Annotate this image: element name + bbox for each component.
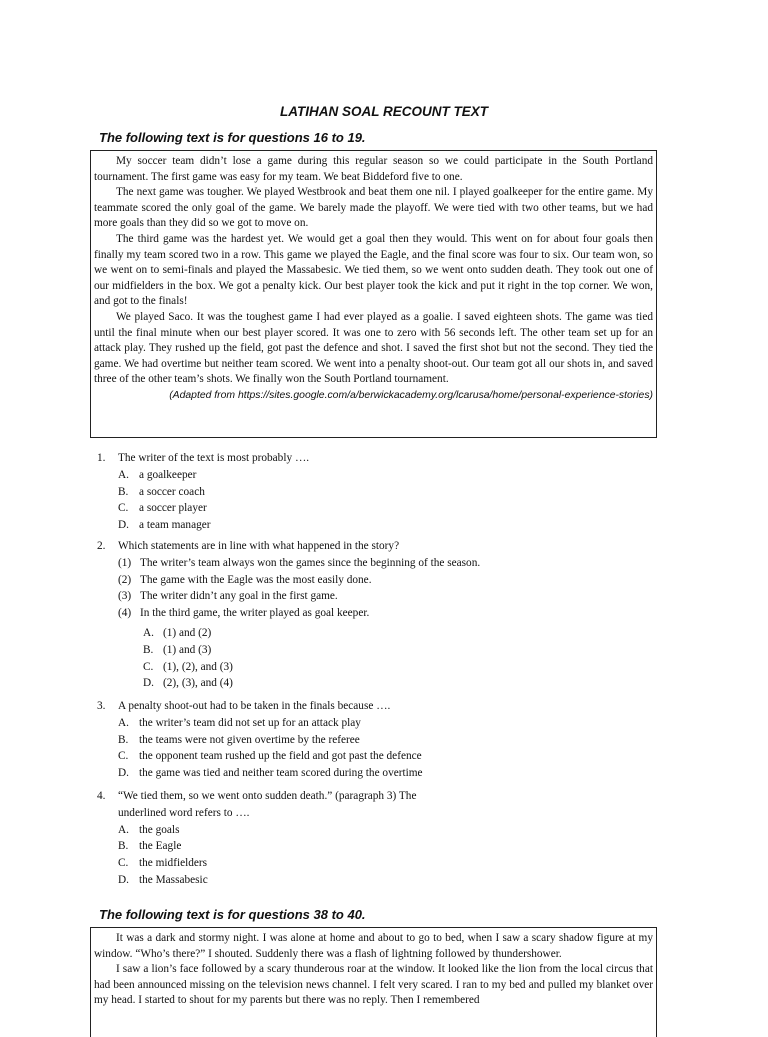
reading-passage-box (90, 150, 657, 438)
answer-option[interactable] (97, 822, 567, 839)
option-text: the writer’s team did not set up for an attack play (139, 716, 361, 729)
option-letter: D. (118, 873, 129, 886)
answer-option[interactable] (97, 642, 567, 659)
statement (97, 588, 567, 605)
answer-option[interactable] (97, 625, 567, 642)
answer-option[interactable] (97, 872, 567, 889)
question-text: Which statements are in line with what happened in the story? (118, 540, 400, 552)
statement-text: The game with the Eagle was the most easily done. (140, 573, 372, 586)
answer-option[interactable] (97, 765, 567, 782)
option-text: the midfielders (139, 857, 208, 870)
passage-paragraph: It was a dark and stormy night. I was alone at home and about to go to bed, when I saw a scary shadow figure at my window. “Who’s there?” I shouted. Suddenly there was a flash of lightning followed by thundershower. (94, 932, 653, 960)
option-letter: D. (118, 519, 129, 532)
answer-option[interactable] (97, 517, 567, 534)
option-letter: D. (118, 767, 129, 780)
answer-option[interactable] (97, 732, 567, 749)
option-text: a goalkeeper (139, 468, 197, 481)
option-text: the Eagle (139, 840, 182, 853)
question-1 (97, 450, 567, 534)
question-4 (97, 788, 567, 889)
statement (97, 605, 567, 622)
option-letter: C. (118, 750, 129, 763)
question-text: A penalty shoot-out had to be taken in the finals because …. (118, 700, 391, 712)
question-text-continuation: underlined word refers to …. (118, 806, 250, 819)
page-title: LATIHAN SOAL RECOUNT TEXT (280, 104, 488, 119)
option-text: the game was tied and neither team scored during the overtime (139, 767, 423, 780)
question-2 (97, 538, 567, 692)
option-letter: B. (143, 643, 154, 656)
question-number: 1. (97, 452, 106, 464)
passage-source: (Adapted from https://sites.google.com/a/berwickacademy.org/lcarusa/home/personal-experience-stories) (169, 389, 653, 401)
option-letter: A. (143, 626, 154, 639)
option-letter: D. (143, 677, 154, 690)
option-text: the teams were not given overtime by the referee (139, 733, 360, 746)
option-letter: C. (118, 502, 129, 515)
passage-paragraph: The next game was tougher. We played Westbrook and beat them one nil. I played goalkeeper for the entire game. My teammate scored the only goal of the game. We barely made the playoff. We were tied with two other teams, but we had more goals than they did so we got to move on. (94, 186, 653, 230)
statement-number: (4) (118, 607, 132, 620)
option-text: (1) and (2) (163, 626, 212, 639)
question-text: The writer of the text is most probably …. (118, 452, 310, 464)
option-text: a soccer coach (139, 485, 205, 498)
option-letter: A. (118, 823, 129, 836)
section-intro: The following text is for questions 16 to 19. (99, 130, 366, 145)
statement-text: The writer’s team always won the games since the beginning of the season. (140, 556, 481, 569)
answer-option[interactable] (97, 675, 567, 692)
statement (97, 555, 567, 572)
answer-option[interactable] (97, 467, 567, 484)
statement-text: The writer didn’t any goal in the first game. (140, 590, 338, 603)
statement (97, 572, 567, 589)
option-text: (2), (3), and (4) (163, 677, 233, 690)
answer-option[interactable] (97, 484, 567, 501)
option-text: (1) and (3) (163, 643, 212, 656)
answer-option[interactable] (97, 855, 567, 872)
question-number: 4. (97, 790, 106, 802)
option-text: the goals (139, 823, 180, 836)
question-number: 2. (97, 540, 106, 552)
answer-option[interactable] (97, 748, 567, 765)
option-letter: C. (143, 660, 154, 673)
question-text: “We tied them, so we went onto sudden death.” (paragraph 3) The (118, 790, 417, 802)
answer-option[interactable] (97, 500, 567, 517)
statement-text: In the third game, the writer played as goal keeper. (140, 607, 370, 620)
option-letter: B. (118, 733, 129, 746)
statement-number: (2) (118, 573, 132, 586)
passage-paragraph: The third game was the hardest yet. We would get a goal then they would. This went on for about four goals then finally my team scored two in a row. This game we played the Eagle, and the final score was four to six. Our team won, so we went on to semi-finals and played the Massabesic. We tied them, so we went onto sudden death. They took out one of our midfielders in the box. We got a penalty kick. Our best player took the kick and put it right in the top corner. We won, and got to the finals! (94, 232, 653, 308)
passage-paragraph: My soccer team didn’t lose a game during this regular season so we could participate in the South Portland tournament. The first game was easy for my team. We beat Biddeford five to one. (94, 155, 653, 183)
option-text: (1), (2), and (3) (163, 660, 233, 673)
option-letter: A. (118, 716, 129, 729)
answer-option[interactable] (97, 715, 567, 732)
option-text: the opponent team rushed up the field and got past the defence (139, 750, 422, 763)
option-letter: A. (118, 468, 129, 481)
question-number: 3. (97, 700, 106, 712)
question-3 (97, 698, 567, 782)
option-letter: B. (118, 840, 129, 853)
section-intro: The following text is for questions 38 to 40. (99, 907, 366, 922)
answer-option[interactable] (97, 659, 567, 676)
passage-paragraph: We played Saco. It was the toughest game I had ever played as a goalie. I saved eighteen shots. The game was tied until the final minute when our best player scored. It was one to zero with 56 seconds left. The other team set up for an attack play. They rushed up the field, got past the defence and shot. I saved the first shot but not the second. They tied the game. We had overtime but neither team scored. We went into a penalty shoot-out. Our team got all our shots in, and saved three of the other team’s shots. We finally won the South Portland tournament. (94, 310, 653, 386)
option-text: the Massabesic (139, 873, 208, 886)
statement-number: (1) (118, 556, 132, 569)
option-text: a team manager (139, 519, 211, 532)
option-text: a soccer player (139, 502, 207, 515)
answer-option[interactable] (97, 838, 567, 855)
statement-number: (3) (118, 590, 132, 603)
option-letter: B. (118, 485, 129, 498)
reading-passage-box (90, 927, 657, 1037)
option-letter: C. (118, 857, 129, 870)
passage-paragraph: I saw a lion’s face followed by a scary thunderous roar at the window. It looked like the lion from the local circus that had been announced missing on the television news channel. I felt very scared. I ran to my bed and pulled my blanket over my head. I started to shout for my parents but there was no reply. Then I remembered (94, 963, 653, 1007)
